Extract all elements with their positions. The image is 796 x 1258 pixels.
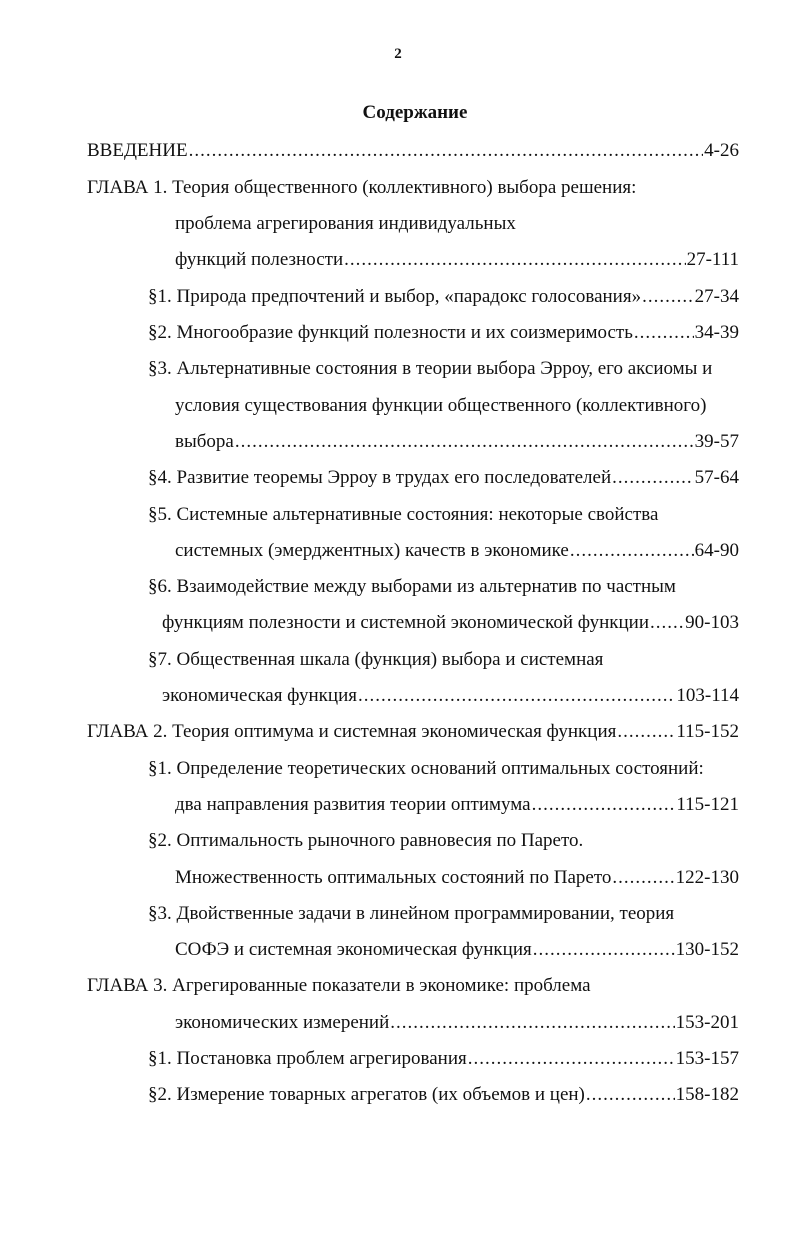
toc-page-ref: 39-57 (694, 431, 739, 452)
toc-entry-text: §4. Развитие теоремы Эрроу в трудах его последователей (148, 467, 612, 488)
toc-page-ref: 115-152 (676, 721, 739, 742)
toc-section-1-6-line1: §6. Взаимодействие между выборами из альтернатив по частным (148, 576, 676, 597)
toc-page-ref: 64-90 (694, 540, 739, 561)
toc-page-ref: 158-182 (675, 1084, 739, 1105)
toc-entry-text: §1. Постановка проблем агрегирования (148, 1048, 467, 1069)
toc-page-ref: 130-152 (675, 939, 739, 960)
leader-dots (235, 428, 694, 456)
leader-dots (358, 682, 675, 710)
toc-page-ref: 57-64 (694, 467, 739, 488)
toc-page-ref: 153-157 (675, 1048, 739, 1069)
toc-page-ref: 115-121 (676, 794, 739, 815)
toc-section-1-3-line1: §3. Альтернативные состояния в теории выбора Эрроу, его аксиомы и (148, 358, 713, 379)
toc-entry-text: функций полезности (175, 249, 344, 270)
toc-section-1-5-line2 (175, 537, 739, 565)
toc-entry-text: два направления развития теории оптимума (175, 794, 531, 815)
toc-page-ref: 122-130 (675, 867, 739, 888)
toc-section-1-7-line1: §7. Общественная шкала (функция) выбора и системная (148, 649, 604, 670)
toc-entry-text: СОФЭ и системная экономическая функция (175, 939, 532, 960)
toc-entry-text: ВВЕДЕНИЕ (87, 140, 188, 161)
toc-chapter-1-line3 (175, 246, 739, 274)
leader-dots (612, 464, 694, 492)
leader-dots (634, 319, 694, 347)
leader-dots (586, 1081, 675, 1109)
toc-section-1-2 (148, 319, 739, 347)
leader-dots (532, 791, 676, 819)
toc-section-3-1 (148, 1045, 739, 1073)
toc-section-2-1-line1: §1. Определение теоретических оснований оптимальных состояний: (148, 758, 704, 779)
toc-entry-text: выбора (175, 431, 234, 452)
toc-entry-text: §2. Измерение товарных агрегатов (их объемов и цен) (148, 1084, 585, 1105)
toc-section-2-2-line1: §2. Оптимальность рыночного равновесия по Парето. (148, 830, 584, 851)
toc-page-ref: 4-26 (704, 140, 739, 161)
toc-entry-intro (87, 137, 739, 165)
toc-section-1-1 (148, 283, 739, 311)
leader-dots (642, 283, 694, 311)
leader-dots (344, 246, 685, 274)
toc-section-2-2-line2 (175, 864, 739, 892)
toc-section-1-7-line2 (162, 682, 739, 710)
toc-section-1-5-line1: §5. Системные альтернативные состояния: некоторые свойства (148, 504, 659, 525)
toc-entry-text: функциям полезности и системной экономической функции (162, 612, 649, 633)
leader-dots (650, 609, 684, 637)
toc-page-ref: 103-114 (676, 685, 739, 706)
toc-section-2-3-line2 (175, 936, 739, 964)
toc-section-1-4 (148, 464, 739, 492)
toc-chapter-1-line1: ГЛАВА 1. Теория общественного (коллективного) выбора решения: (87, 177, 637, 198)
toc-entry-text: ГЛАВА 2. Теория оптимума и системная экономическая функция (87, 721, 617, 742)
page-number: 2 (394, 46, 402, 62)
toc-section-2-3-line1: §3. Двойственные задачи в линейном программировании, теория (148, 903, 675, 924)
toc-section-3-2 (148, 1081, 739, 1109)
toc-page-ref: 90-103 (685, 612, 739, 633)
toc-page-ref: 34-39 (694, 322, 739, 343)
toc-section-1-6-line2 (162, 609, 739, 637)
leader-dots (390, 1009, 674, 1037)
toc-entry-text: Множественность оптимальных состояний по Парето (175, 867, 612, 888)
toc-chapter-3-line2 (175, 1009, 739, 1037)
leader-dots (570, 537, 694, 565)
leader-dots (189, 137, 704, 165)
toc-section-2-1-line2 (175, 791, 739, 819)
toc-entry-text: экономических измерений (175, 1012, 390, 1033)
toc-entry-text: системных (эмерджентных) качеств в экономике (175, 540, 569, 561)
toc-page-ref: 27-34 (694, 286, 739, 307)
toc-page-ref: 153-201 (675, 1012, 739, 1033)
toc-section-1-3-line2: условия существования функции общественного (коллективного) (175, 395, 707, 416)
page-title: Содержание (362, 102, 468, 123)
leader-dots (468, 1045, 675, 1073)
leader-dots (533, 936, 675, 964)
leader-dots (612, 864, 674, 892)
toc-chapter-2 (87, 718, 739, 746)
toc-entry-text: §2. Многообразие функций полезности и их соизмеримость (148, 322, 633, 343)
toc-section-1-3-line3 (175, 428, 739, 456)
toc-chapter-3-line1: ГЛАВА 3. Агрегированные показатели в экономике: проблема (87, 975, 591, 996)
toc-entry-text: §1. Природа предпочтений и выбор, «парадокс голосования» (148, 286, 642, 307)
toc-entry-text: экономическая функция (162, 685, 357, 706)
toc-chapter-1-line2: проблема агрегирования индивидуальных (175, 213, 516, 234)
leader-dots (617, 718, 675, 746)
toc-page-ref: 27-111 (686, 249, 739, 270)
